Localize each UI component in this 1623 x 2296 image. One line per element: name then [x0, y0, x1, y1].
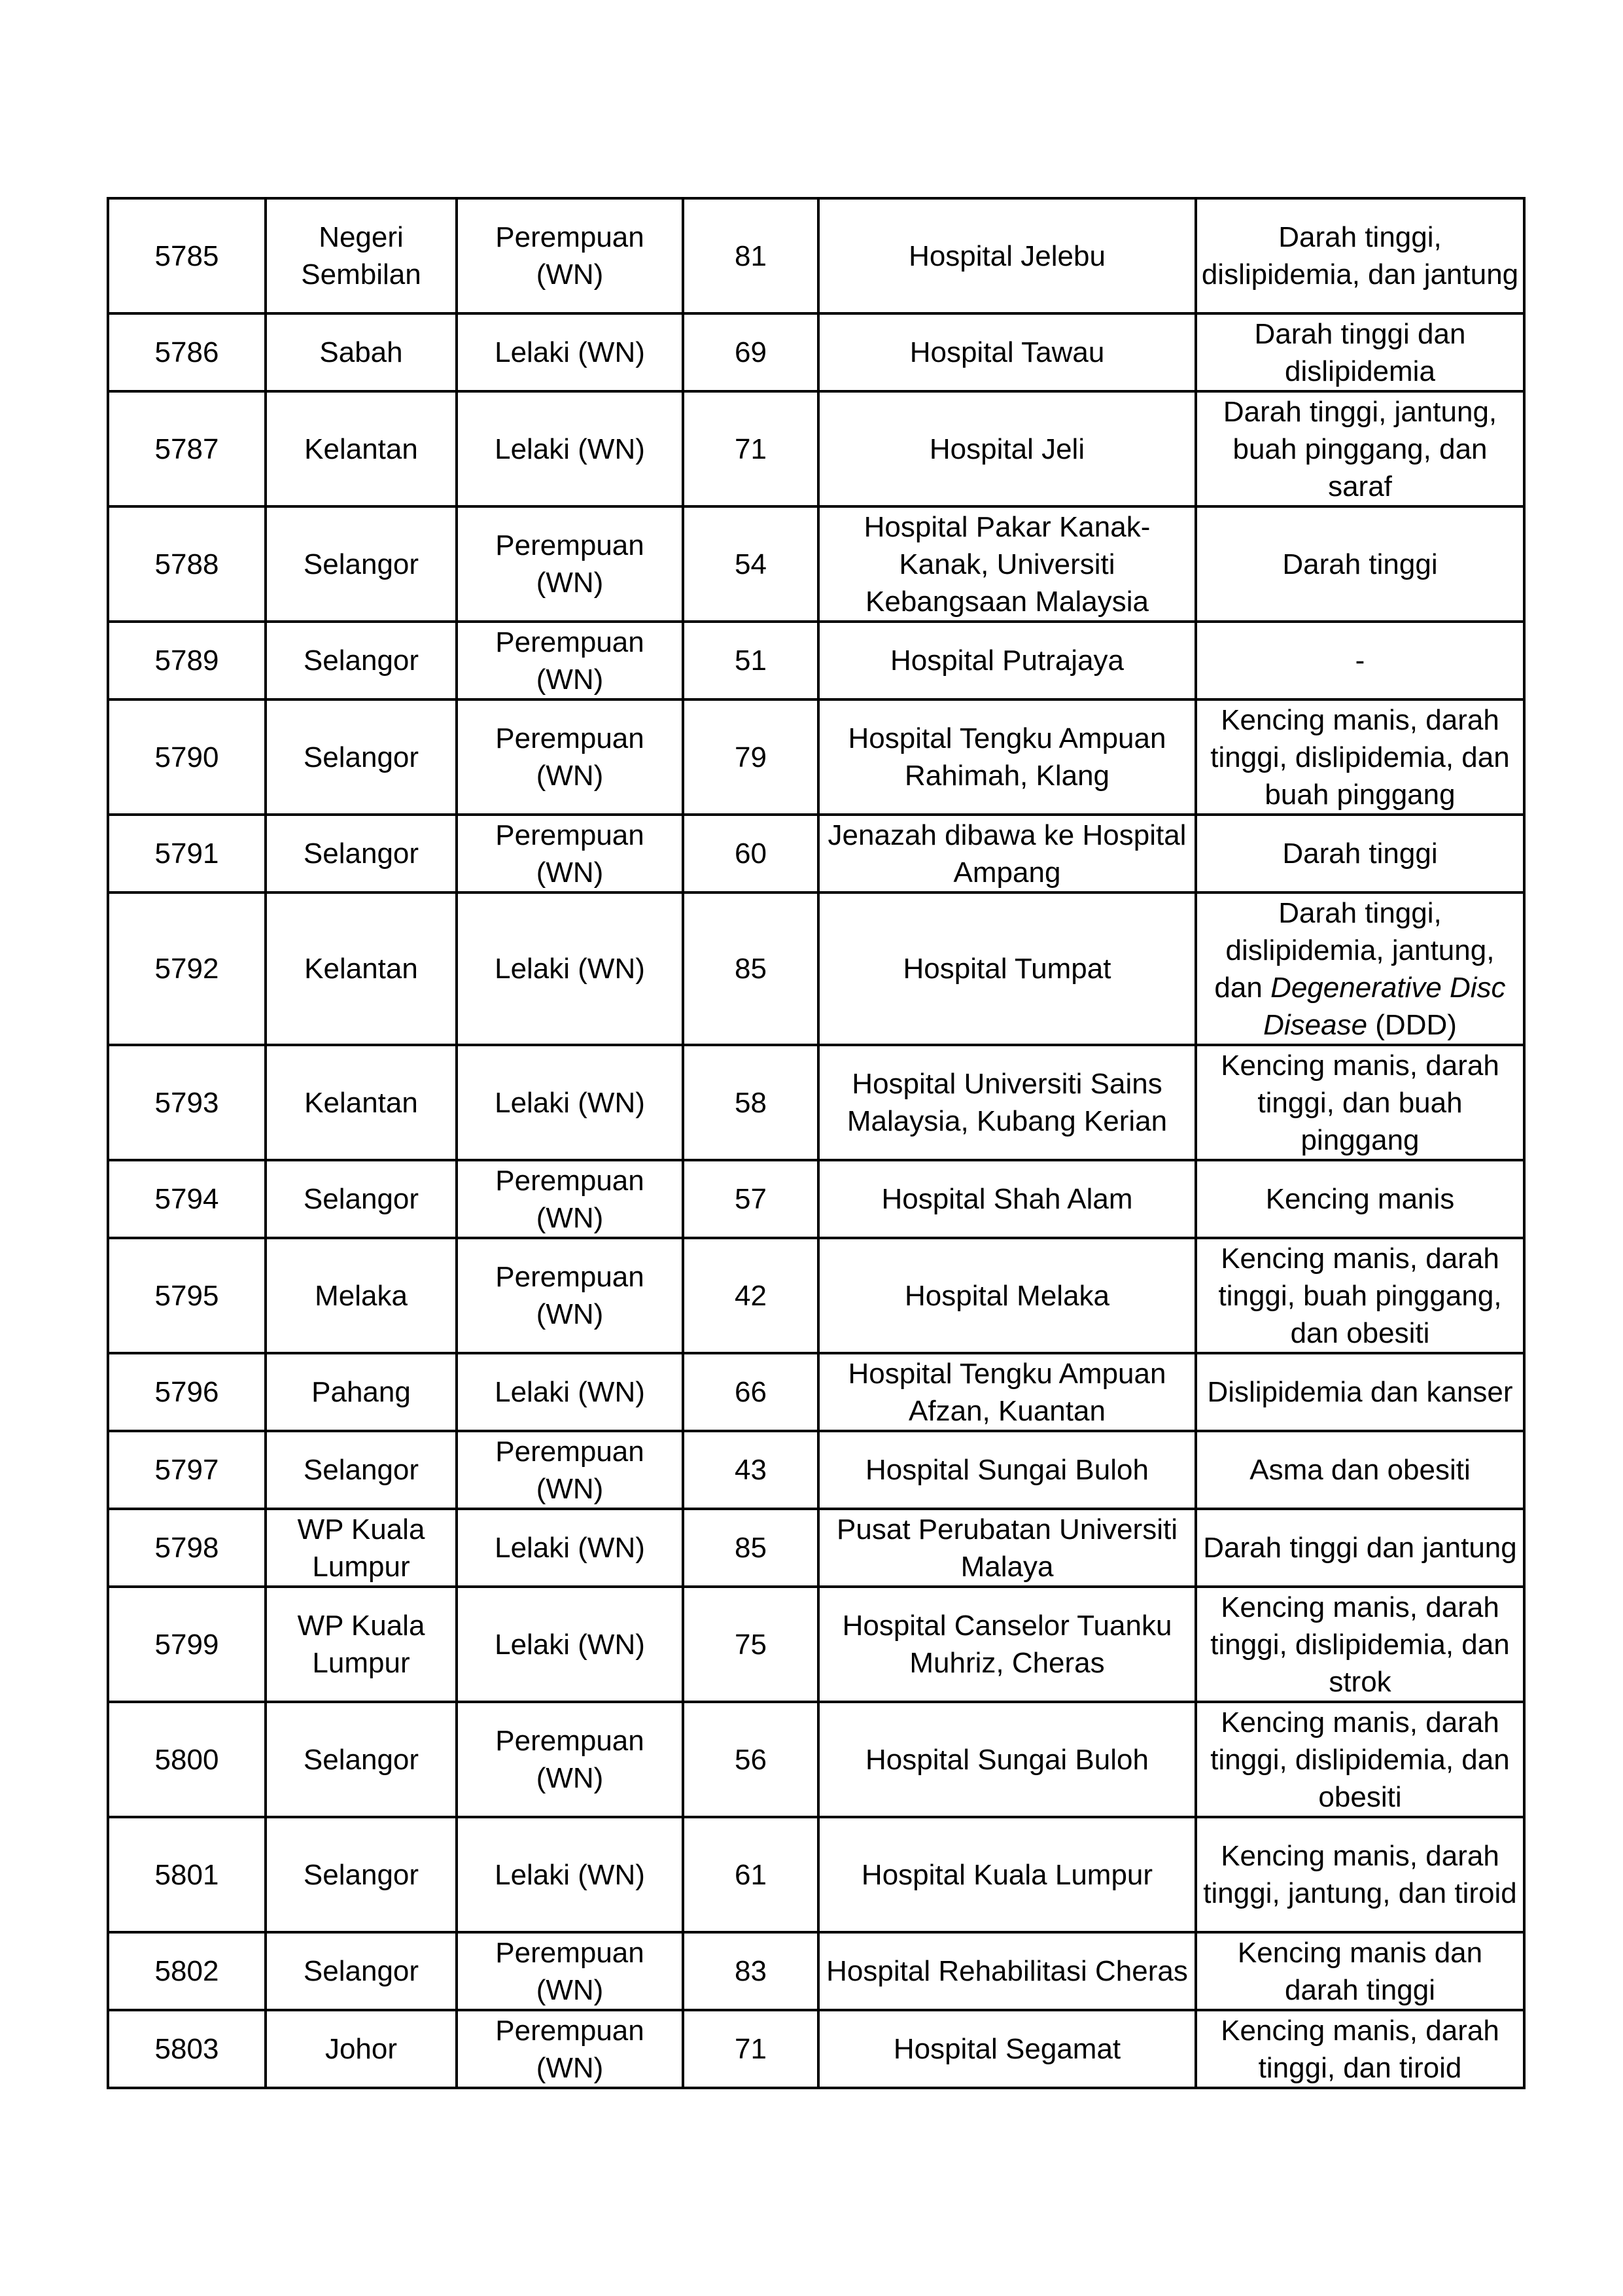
- gender-cell: Lelaki (WN): [457, 391, 683, 506]
- state-cell: Selangor: [266, 1817, 457, 1932]
- gender-cell: Perempuan (WN): [457, 622, 683, 699]
- case-number-cell: 5799: [108, 1587, 266, 1702]
- age-cell: 79: [683, 699, 818, 815]
- place-cell: Hospital Universiti Sains Malaysia, Kubang Kerian: [818, 1045, 1196, 1160]
- state-cell: Negeri Sembilan: [266, 198, 457, 313]
- gender-cell: Perempuan (WN): [457, 1431, 683, 1509]
- gender-cell: Lelaki (WN): [457, 1353, 683, 1431]
- state-cell: Selangor: [266, 1431, 457, 1509]
- age-cell: 56: [683, 1702, 818, 1817]
- gender-cell: Perempuan (WN): [457, 1238, 683, 1353]
- comorbidity-cell: Darah tinggi dan dislipidemia: [1196, 313, 1524, 391]
- table-row: [108, 699, 1524, 815]
- case-number-cell: 5789: [108, 622, 266, 699]
- place-cell: Hospital Segamat: [818, 2010, 1196, 2088]
- comorbidity-cell: Asma dan obesiti: [1196, 1431, 1524, 1509]
- age-cell: 85: [683, 892, 818, 1045]
- state-cell: Selangor: [266, 815, 457, 892]
- age-cell: 71: [683, 391, 818, 506]
- place-cell: Hospital Tumpat: [818, 892, 1196, 1045]
- place-cell: Jenazah dibawa ke Hospital Ampang: [818, 815, 1196, 892]
- gender-cell: Perempuan (WN): [457, 506, 683, 622]
- place-cell: Hospital Shah Alam: [818, 1160, 1196, 1238]
- state-cell: Selangor: [266, 1160, 457, 1238]
- place-cell: Hospital Sungai Buloh: [818, 1431, 1196, 1509]
- age-cell: 61: [683, 1817, 818, 1932]
- comorbidity-abbreviation: (DDD): [1367, 1008, 1457, 1041]
- comorbidity-cell: [1196, 892, 1524, 1045]
- age-cell: 51: [683, 622, 818, 699]
- case-number-cell: 5786: [108, 313, 266, 391]
- case-number-cell: 5803: [108, 2010, 266, 2088]
- age-cell: 54: [683, 506, 818, 622]
- case-number-cell: 5800: [108, 1702, 266, 1817]
- table-row: [108, 1509, 1524, 1587]
- case-number-cell: 5791: [108, 815, 266, 892]
- table-row: [108, 1587, 1524, 1702]
- comorbidity-cell: Kencing manis, darah tinggi, dislipidemia, dan obesiti: [1196, 1702, 1524, 1817]
- comorbidity-text: Darah tinggi, dislipidemia, jantung, dan: [1214, 896, 1495, 1004]
- table-row: [108, 1702, 1524, 1817]
- comorbidity-cell: Darah tinggi: [1196, 506, 1524, 622]
- case-number-cell: 5792: [108, 892, 266, 1045]
- table-row: [108, 391, 1524, 506]
- table-row: [108, 506, 1524, 622]
- state-cell: WP Kuala Lumpur: [266, 1587, 457, 1702]
- place-cell: Hospital Tawau: [818, 313, 1196, 391]
- comorbidity-cell: Kencing manis, darah tinggi, buah pinggang, dan obesiti: [1196, 1238, 1524, 1353]
- gender-cell: Lelaki (WN): [457, 1817, 683, 1932]
- gender-cell: Lelaki (WN): [457, 1587, 683, 1702]
- cases-table-body: [108, 198, 1524, 2088]
- comorbidity-cell: Kencing manis, darah tinggi, dislipidemia, dan buah pinggang: [1196, 699, 1524, 815]
- gender-cell: Perempuan (WN): [457, 198, 683, 313]
- table-row: [108, 2010, 1524, 2088]
- comorbidity-cell: Darah tinggi, jantung, buah pinggang, dan saraf: [1196, 391, 1524, 506]
- state-cell: WP Kuala Lumpur: [266, 1509, 457, 1587]
- place-cell: Hospital Tengku Ampuan Rahimah, Klang: [818, 699, 1196, 815]
- age-cell: 75: [683, 1587, 818, 1702]
- table-row: [108, 622, 1524, 699]
- case-number-cell: 5785: [108, 198, 266, 313]
- age-cell: 71: [683, 2010, 818, 2088]
- case-number-cell: 5793: [108, 1045, 266, 1160]
- table-row: [108, 1431, 1524, 1509]
- state-cell: Kelantan: [266, 1045, 457, 1160]
- place-cell: Pusat Perubatan Universiti Malaya: [818, 1509, 1196, 1587]
- state-cell: Melaka: [266, 1238, 457, 1353]
- age-cell: 60: [683, 815, 818, 892]
- case-number-cell: 5794: [108, 1160, 266, 1238]
- place-cell: Hospital Canselor Tuanku Muhriz, Cheras: [818, 1587, 1196, 1702]
- table-row: [108, 1160, 1524, 1238]
- comorbidity-cell: Kencing manis, darah tinggi, dislipidemia, dan strok: [1196, 1587, 1524, 1702]
- age-cell: 81: [683, 198, 818, 313]
- gender-cell: Perempuan (WN): [457, 2010, 683, 2088]
- comorbidity-cell: Kencing manis: [1196, 1160, 1524, 1238]
- comorbidity-cell: Kencing manis, darah tinggi, dan tiroid: [1196, 2010, 1524, 2088]
- place-cell: Hospital Pakar Kanak-Kanak, Universiti Kebangsaan Malaysia: [818, 506, 1196, 622]
- place-cell: Hospital Sungai Buloh: [818, 1702, 1196, 1817]
- state-cell: Pahang: [266, 1353, 457, 1431]
- comorbidity-italic-term: Degenerative Disc Disease: [1263, 971, 1506, 1041]
- comorbidity-cell: Darah tinggi, dislipidemia, dan jantung: [1196, 198, 1524, 313]
- gender-cell: Perempuan (WN): [457, 1160, 683, 1238]
- age-cell: 69: [683, 313, 818, 391]
- state-cell: Kelantan: [266, 391, 457, 506]
- comorbidity-cell: -: [1196, 622, 1524, 699]
- table-row: [108, 1238, 1524, 1353]
- gender-cell: Perempuan (WN): [457, 1932, 683, 2010]
- table-row: [108, 1817, 1524, 1932]
- state-cell: Selangor: [266, 622, 457, 699]
- case-number-cell: 5790: [108, 699, 266, 815]
- place-cell: Hospital Tengku Ampuan Afzan, Kuantan: [818, 1353, 1196, 1431]
- state-cell: Selangor: [266, 1932, 457, 2010]
- comorbidity-cell: Kencing manis, darah tinggi, jantung, dan tiroid: [1196, 1817, 1524, 1932]
- comorbidity-cell: Kencing manis, darah tinggi, dan buah pinggang: [1196, 1045, 1524, 1160]
- table-row: [108, 313, 1524, 391]
- age-cell: 85: [683, 1509, 818, 1587]
- place-cell: Hospital Melaka: [818, 1238, 1196, 1353]
- gender-cell: Perempuan (WN): [457, 1702, 683, 1817]
- table-row: [108, 1045, 1524, 1160]
- gender-cell: Lelaki (WN): [457, 1509, 683, 1587]
- comorbidity-cell: Darah tinggi: [1196, 815, 1524, 892]
- comorbidity-cell: Darah tinggi dan jantung: [1196, 1509, 1524, 1587]
- case-number-cell: 5797: [108, 1431, 266, 1509]
- comorbidity-cell: Dislipidemia dan kanser: [1196, 1353, 1524, 1431]
- case-number-cell: 5802: [108, 1932, 266, 2010]
- case-number-cell: 5788: [108, 506, 266, 622]
- place-cell: Hospital Jeli: [818, 391, 1196, 506]
- age-cell: 42: [683, 1238, 818, 1353]
- cases-table: [107, 197, 1526, 2089]
- age-cell: 43: [683, 1431, 818, 1509]
- case-number-cell: 5795: [108, 1238, 266, 1353]
- table-row: [108, 1932, 1524, 2010]
- state-cell: Selangor: [266, 506, 457, 622]
- gender-cell: Lelaki (WN): [457, 892, 683, 1045]
- state-cell: Johor: [266, 2010, 457, 2088]
- table-row: [108, 198, 1524, 313]
- state-cell: Selangor: [266, 699, 457, 815]
- age-cell: 57: [683, 1160, 818, 1238]
- gender-cell: Lelaki (WN): [457, 1045, 683, 1160]
- case-number-cell: 5787: [108, 391, 266, 506]
- place-cell: Hospital Putrajaya: [818, 622, 1196, 699]
- state-cell: Sabah: [266, 313, 457, 391]
- table-row: [108, 892, 1524, 1045]
- state-cell: Selangor: [266, 1702, 457, 1817]
- case-number-cell: 5798: [108, 1509, 266, 1587]
- case-number-cell: 5796: [108, 1353, 266, 1431]
- gender-cell: Perempuan (WN): [457, 699, 683, 815]
- place-cell: Hospital Jelebu: [818, 198, 1196, 313]
- age-cell: 83: [683, 1932, 818, 2010]
- table-row: [108, 1353, 1524, 1431]
- place-cell: Hospital Kuala Lumpur: [818, 1817, 1196, 1932]
- case-number-cell: 5801: [108, 1817, 266, 1932]
- comorbidity-cell: Kencing manis dan darah tinggi: [1196, 1932, 1524, 2010]
- gender-cell: Perempuan (WN): [457, 815, 683, 892]
- place-cell: Hospital Rehabilitasi Cheras: [818, 1932, 1196, 2010]
- state-cell: Kelantan: [266, 892, 457, 1045]
- table-row: [108, 815, 1524, 892]
- age-cell: 66: [683, 1353, 818, 1431]
- age-cell: 58: [683, 1045, 818, 1160]
- gender-cell: Lelaki (WN): [457, 313, 683, 391]
